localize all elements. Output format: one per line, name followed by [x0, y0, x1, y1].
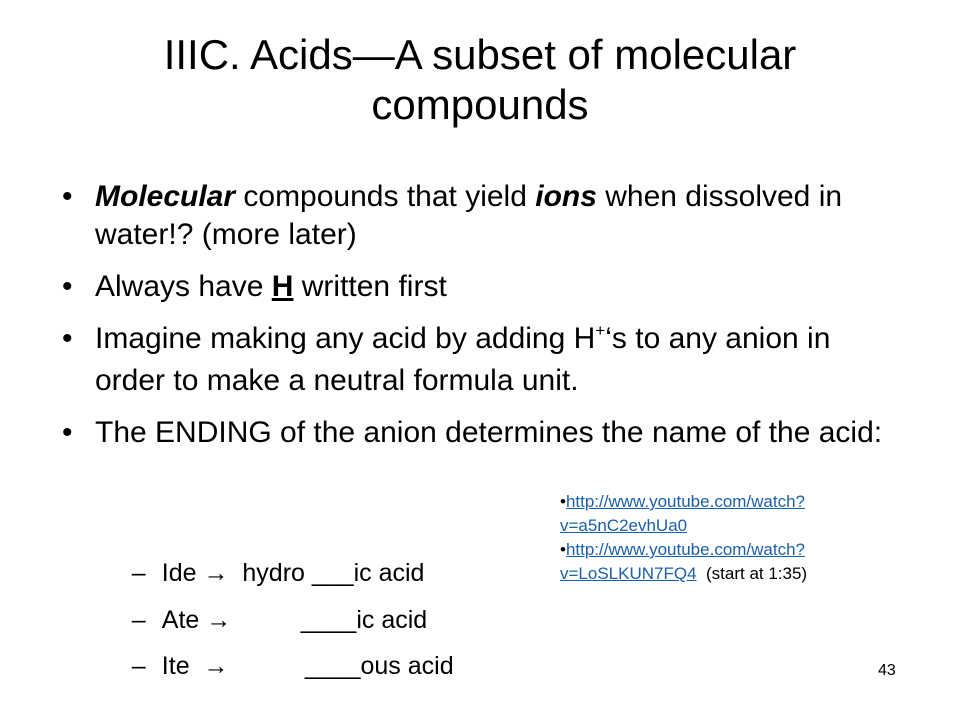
bullet-text: ‘s to any anion in order to make a neutral formula unit.	[95, 322, 831, 397]
bullet-text: when dissolved in water!? (more later)	[95, 180, 843, 251]
sub-dash: –	[131, 652, 146, 680]
bullet-dot: •	[62, 180, 73, 213]
bullet-molecular	[62, 178, 892, 254]
bullet-list	[62, 178, 892, 466]
superscript-plus: +	[595, 321, 606, 340]
bullet-dot: •	[62, 322, 73, 355]
bullet-text: Always have	[95, 270, 272, 303]
link-item-2	[560, 538, 920, 586]
bullet-dot: •	[62, 270, 73, 303]
link-bullet: •	[560, 492, 566, 511]
bullet-text: Imagine making any acid by adding H	[95, 322, 596, 355]
sub-text: Ite → ____ous acid	[161, 652, 454, 680]
video-links	[560, 490, 920, 586]
video-link-1-cont[interactable]: v=a5nC2evhUa0	[560, 516, 688, 535]
link-item-1	[560, 490, 920, 538]
emphasis-molecular: Molecular	[95, 180, 236, 213]
link-bullet: •	[560, 540, 566, 559]
sub-text: Ate → ____ic acid	[161, 606, 428, 634]
emphasis-h: H	[271, 270, 294, 303]
start-time-note: (start at 1:35)	[706, 564, 808, 583]
sub-text: Ide → hydro ___ic acid	[161, 559, 425, 587]
bullet-text: compounds that yield	[235, 180, 536, 213]
page-number: 43	[878, 662, 896, 679]
bullet-dot: •	[62, 416, 73, 449]
video-link-2-cont[interactable]: v=LoSLKUN7FQ4	[560, 564, 697, 583]
bullet-text: The ENDING of the anion determines the name of the acid:	[95, 416, 883, 449]
sub-dash: –	[131, 606, 146, 634]
video-link-2[interactable]: http://www.youtube.com/watch?	[565, 540, 806, 559]
video-link-1[interactable]: http://www.youtube.com/watch?	[565, 492, 806, 511]
emphasis-ions: ions	[535, 180, 597, 213]
bullet-text: written first	[293, 270, 447, 303]
bullet-ending	[62, 414, 892, 452]
sub-dash: –	[131, 559, 146, 587]
bullet-imagine	[62, 320, 892, 400]
slide-title: IIIC. Acids—A subset of molecular compounds	[163, 31, 797, 128]
subitem-ite	[104, 621, 454, 711]
bullet-always-h	[62, 268, 892, 306]
